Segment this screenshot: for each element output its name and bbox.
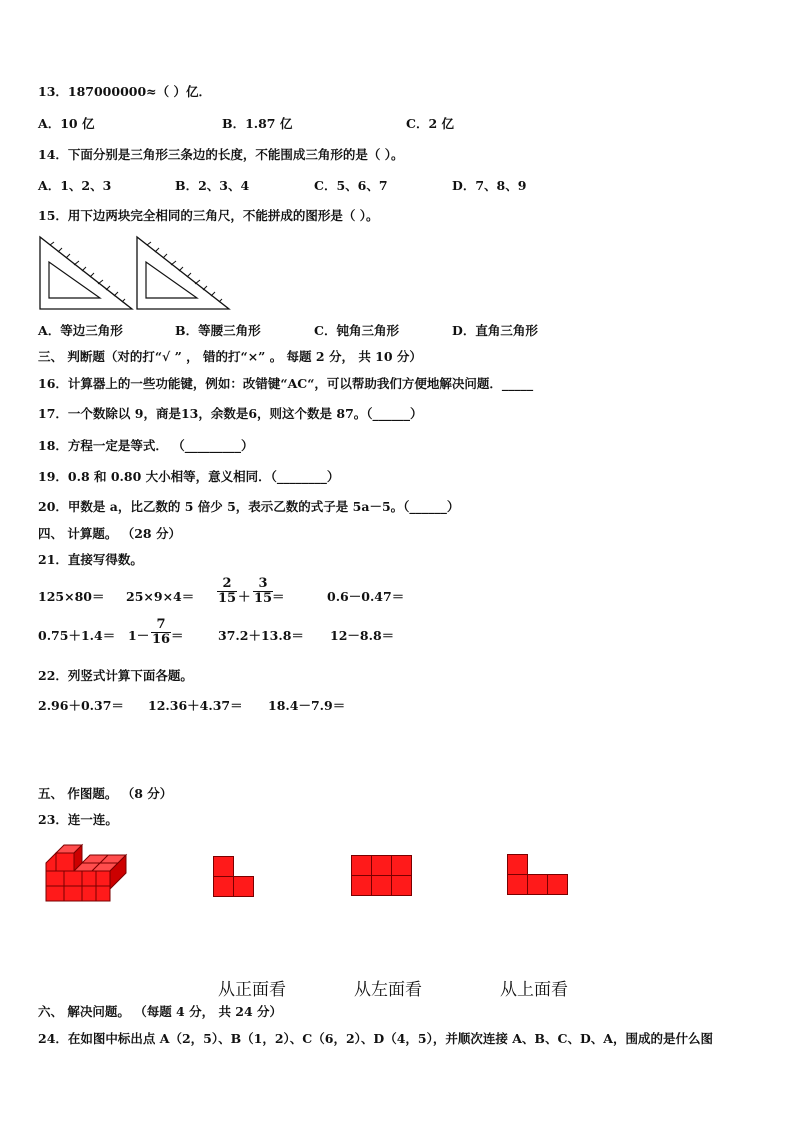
- view-shape-rectangle: [351, 855, 413, 897]
- q21-expr-2: 25×9×4＝: [126, 589, 195, 604]
- triangle-ruler-figure-2: [135, 235, 231, 311]
- view-label-left: 从左面看: [354, 980, 422, 1000]
- fraction-numerator: 3: [258, 576, 268, 591]
- q15-option-c: C．钝角三角形: [314, 323, 399, 338]
- q21-expr-4: 0.6－0.47＝: [327, 589, 405, 604]
- section-4-heading: 四、 计算题。 （28 分）: [38, 526, 181, 541]
- q18-text: 18．方程一定是等式． （_________）: [38, 438, 254, 453]
- view-label-top: 从上面看: [500, 980, 568, 1000]
- q22-expr-2: 12.36＋4.37＝: [148, 698, 243, 713]
- section-6-heading: 六、 解决问题。 （每题 4 分， 共 24 分）: [38, 1004, 283, 1019]
- fraction-numerator: 2: [222, 576, 232, 591]
- q13-option-c: C．2 亿: [406, 116, 454, 131]
- q22-expr-3: 18.4－7.9＝: [268, 698, 346, 713]
- q24-text: 24．在如图中标出点 A（2，5）、B（1，2）、C（6，2）、D（4，5），并顺次连接 A、B、C、D、A，围成的是什么图: [38, 1031, 713, 1046]
- q21-plus-sign: ＋: [238, 589, 251, 604]
- q21-expr-8: 12－8.8＝: [330, 628, 395, 643]
- q21-stem: 21．直接写得数。: [38, 552, 143, 567]
- q22-expr-1: 2.96＋0.37＝: [38, 698, 124, 713]
- q19-text: 19．0.8 和 0.80 大小相等，意义相同．（________）: [38, 469, 340, 484]
- q20-text: 20．甲数是 a，比乙数的 5 倍少 5，表示乙数的式子是 5a－5。（______）: [38, 499, 460, 514]
- q21-expr-7: 37.2＋13.8＝: [218, 628, 304, 643]
- q15-stem: 15．用下边两块完全相同的三角尺，不能拼成的图形是（ ）。: [38, 208, 379, 223]
- view-label-front: 从正面看: [218, 980, 286, 1000]
- cube-stack-3d: [46, 845, 126, 903]
- q17-text: 17．一个数除以 9，商是13，余数是6，则这个数是 87。（______）: [38, 406, 423, 421]
- q14-option-b: B．2、3、4: [175, 178, 250, 193]
- q13-stem: 13．187000000≈（ ）亿．: [38, 84, 211, 99]
- q15-option-b: B．等腰三角形: [175, 323, 261, 338]
- q21-expr-1: 125×80＝: [38, 589, 105, 604]
- q14-option-c: C．5、6、7: [314, 178, 388, 193]
- view-shape-l: [213, 856, 255, 898]
- q21-fraction-7-16: [151, 618, 171, 647]
- q14-stem: 14．下面分别是三角形三条边的长度，不能围成三角形的是（ ）。: [38, 147, 404, 162]
- q13-option-a: A．10 亿: [38, 116, 95, 131]
- fraction-denominator: 15: [218, 591, 237, 606]
- q15-option-a: A．等边三角形: [38, 323, 123, 338]
- q22-stem: 22．列竖式计算下面各题。: [38, 668, 193, 683]
- view-shape-long-l: [507, 854, 569, 896]
- fraction-denominator: 16: [152, 632, 171, 647]
- q14-option-d: D．7、8、9: [452, 178, 527, 193]
- q21-expr-6-prefix: 1－: [128, 628, 150, 643]
- section-3-heading: 三、 判断题（对的打“√ ” ， 错的打“×” 。 每题 2 分， 共 10 分）: [38, 349, 422, 364]
- fraction-denominator: 15: [254, 591, 273, 606]
- q21-expr-5: 0.75＋1.4＝: [38, 628, 116, 643]
- q13-option-b: B．1.87 亿: [222, 116, 293, 131]
- q23-stem: 23．连一连。: [38, 812, 118, 827]
- fraction-numerator: 7: [156, 617, 166, 632]
- q21-equals-sign: ＝: [272, 589, 285, 604]
- q15-option-d: D．直角三角形: [452, 323, 538, 338]
- q21-equals-sign-2: ＝: [171, 628, 184, 643]
- q21-fraction-2-15: [217, 577, 237, 606]
- triangle-ruler-figure-1: [38, 235, 134, 311]
- q14-option-a: A．1、2、3: [38, 178, 112, 193]
- q21-fraction-3-15: [253, 577, 273, 606]
- section-5-heading: 五、 作图题。 （8 分）: [38, 786, 173, 801]
- q16-text: 16．计算器上的一些功能键，例如：改错键“AC“，可以帮助我们方便地解决问题．_____: [38, 376, 534, 391]
